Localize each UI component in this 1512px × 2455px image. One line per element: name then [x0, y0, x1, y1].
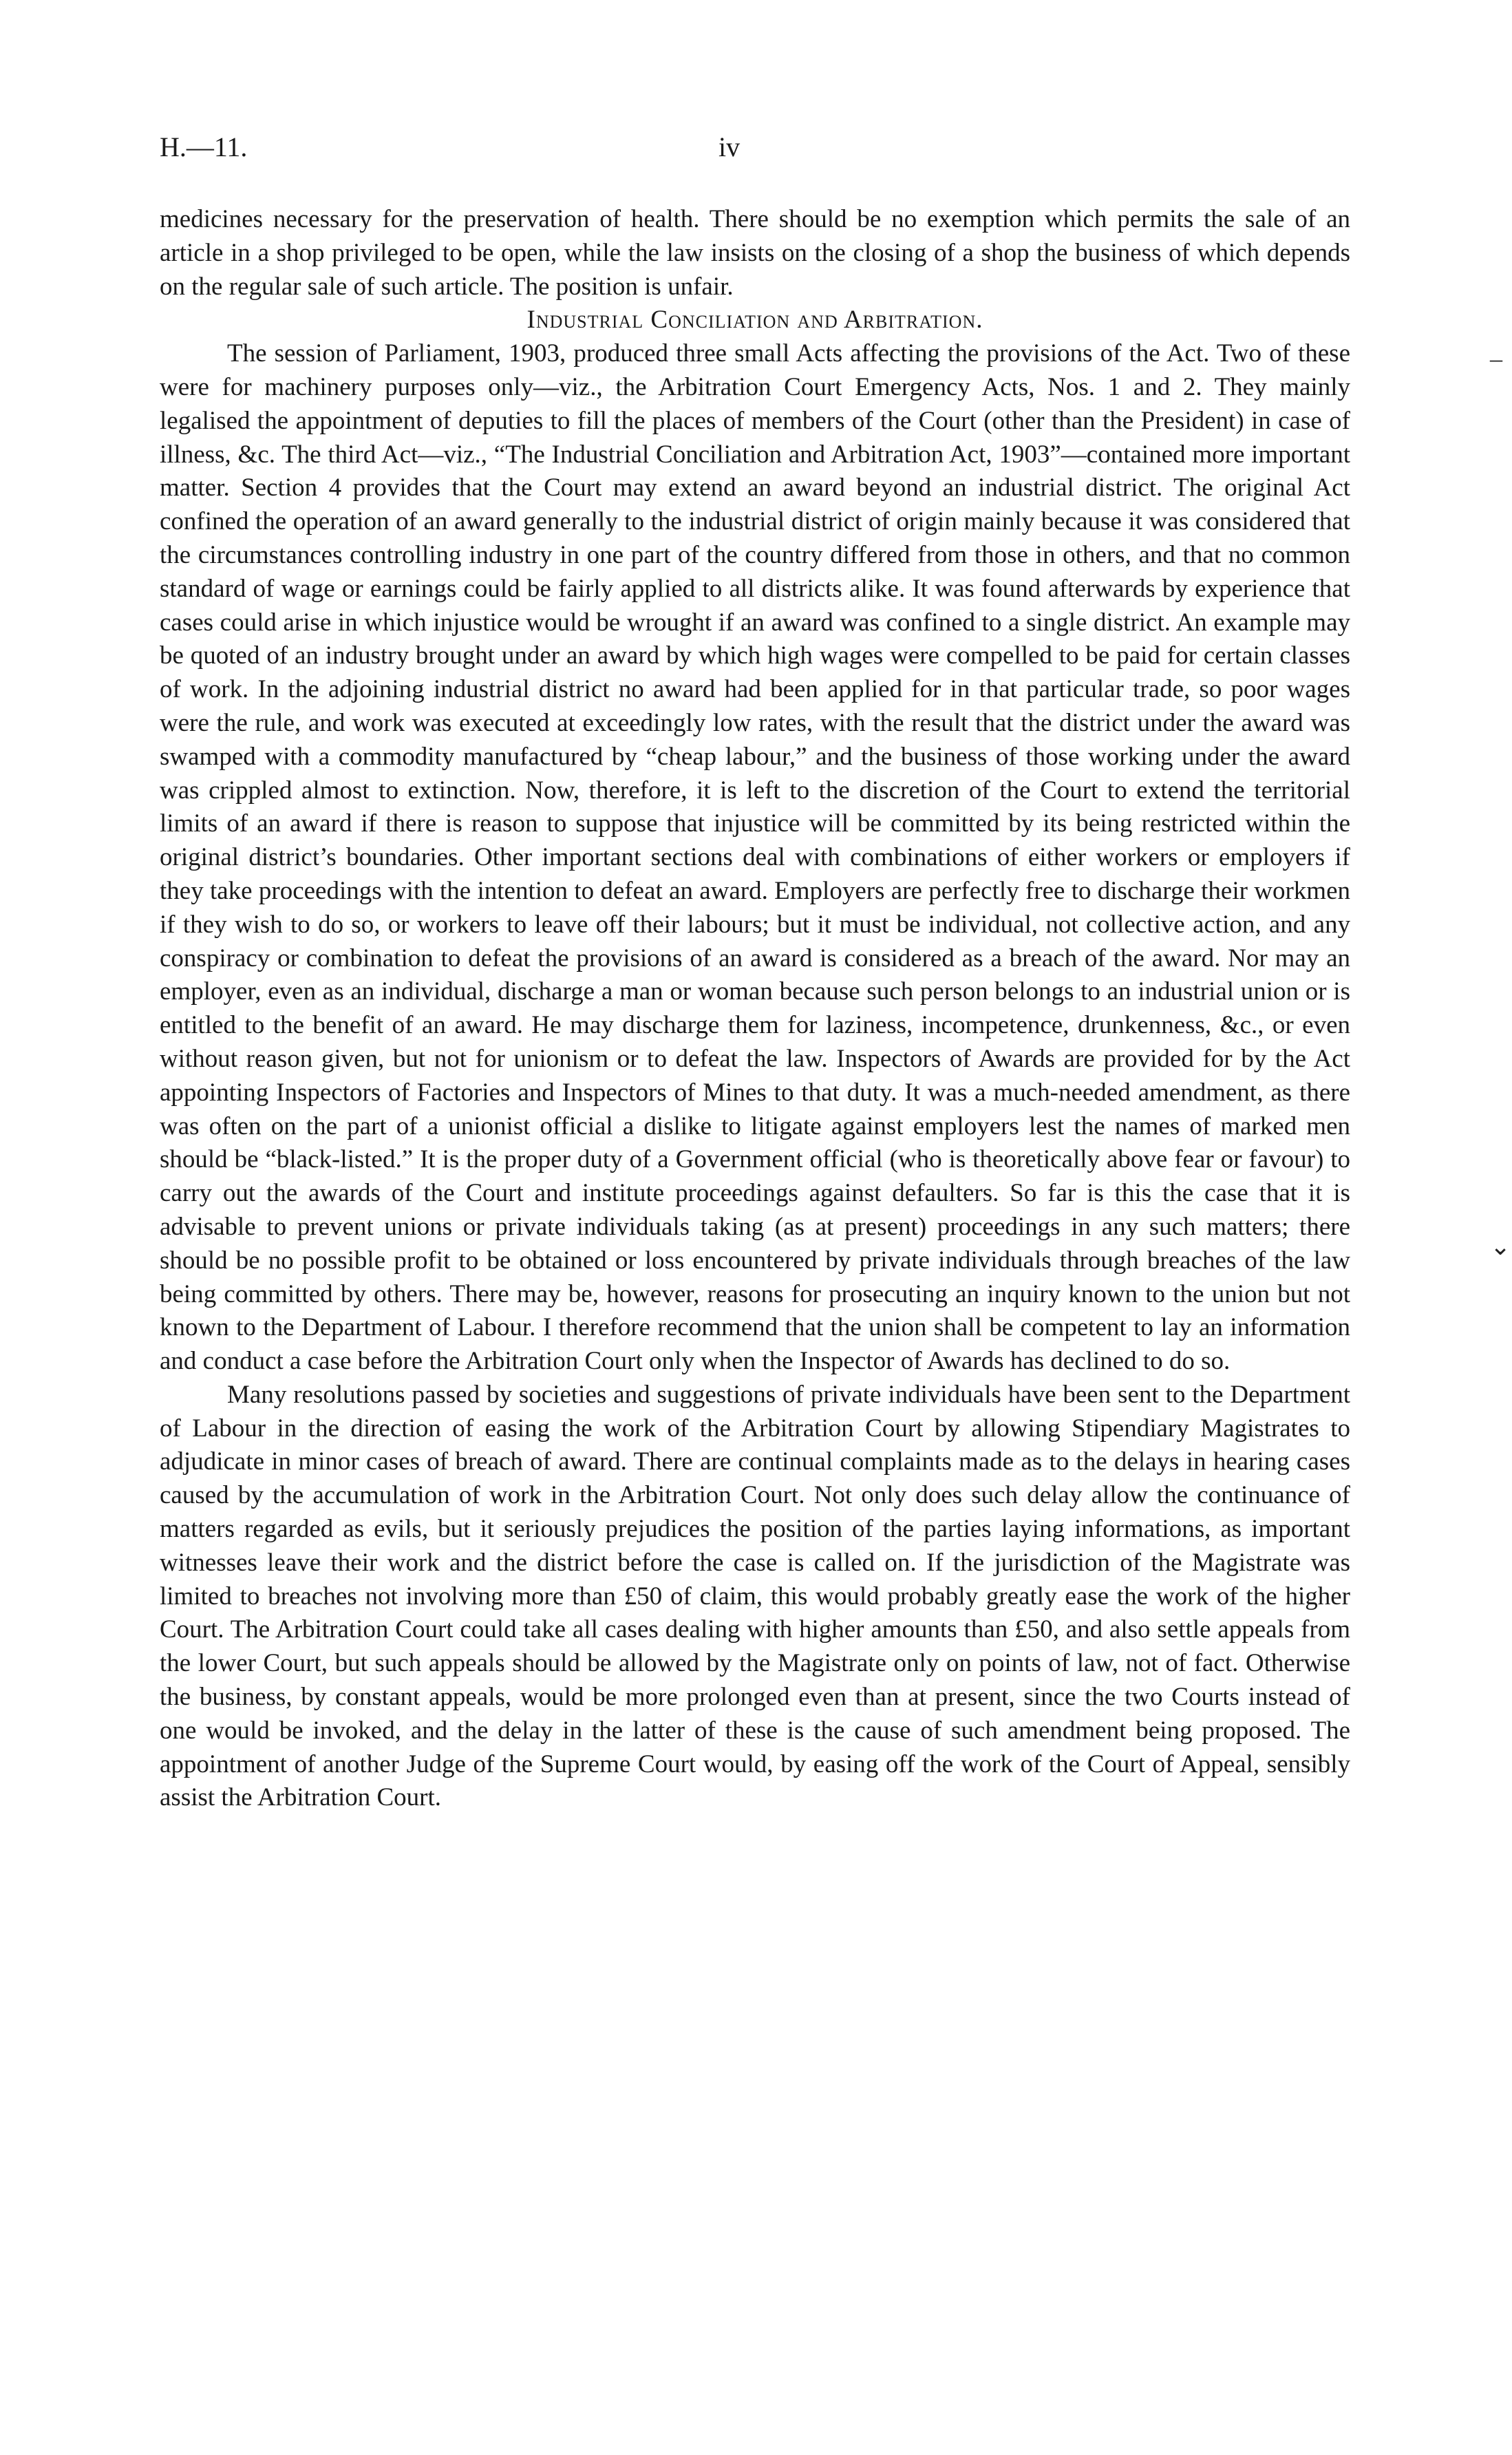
- paragraph-acts-1903: The session of Parliament, 1903, produced three small Acts affecting the provisions of the Act. Two of these were for machinery purposes only—viz., the Arbitration Court Emergency Acts, Nos. 1 and 2. They mainly legalised the appointment of deputies to fill the places of members of the Court (other than the President) in case of illness, &c. The third Act—viz., “The Industrial Conciliation and Arbitration Act, 1903”—contained more important matter. Section 4 provides that the Court may extend an award beyond an industrial district. The original Act confined the operation of an award generally to the industrial district of origin mainly because it was considered that the circumstances controlling industry in one part of the country differed from those in others, and that no common standard of wage or earnings could be fairly applied to all districts alike. It was found afterwards by experience that cases could arise in which injustice would be wrought if an award was confined to a single district. An example may be quoted of an industry brought under an award by which high wages were compelled to be paid for certain classes of work. In the adjoining industrial district no award had been applied for in that particular trade, so poor wages were the rule, and work was executed at exceedingly low rates, with the result that the district under the award was swamped with a commodity manufactured by “cheap labour,” and the business of those working under the award was crippled almost to extinction. Now, therefore, it is left to the discretion of the Court to extend the territorial limits of an award if there is reason to suppose that injustice will be committed by its being restricted within the original district’s boundaries. Other important sections deal with combinations of either workers or employers if they take proceedings with the intention to defeat an award. Employers are perfectly free to discharge their workmen if they wish to do so, or workers to leave off their labours; but it must be individual, not collective action, and any conspiracy or combination to defeat the provisions of an award is considered as a breach of the award. Nor may an employer, even as an individual, discharge a man or woman because such person belongs to an industrial union or is entitled to the benefit of an award. He may discharge them for laziness, incompetence, drunkenness, &c., or even without reason given, but not for unionism or to defeat the law. Inspectors of Awards are provided for by the Act appointing Inspectors of Factories and Inspectors of Mines to that duty. It was a much-needed amendment, as there was often on the part of a unionist official a dislike to litigate against employers lest the names of marked men should be “black-listed.” It is the proper duty of a Government official (who is theoretically above fear or favour) to carry out the awards of the Court and institute proceedings against defaulters. So far is this the case that it is advisable to prevent unions or private individuals taking (as at present) proceedings in any such matters; there should be no possible profit to be obtained or loss encountered by private individuals through breaches of the law being committed by others. There may be, however, reasons for prosecuting an inquiry known to the union but not known to the Department of Labour. I therefore recommend that the union shall be competent to lay an information and conduct a case before the Arbitration Court only when the Inspector of Awards has declined to do so.: [160, 339, 1350, 1376]
- paragraph-magistrates: Many resolutions passed by societies and suggestions of private individuals have been sent to the Department of Labour in the direction of easing the work of the Arbitration Court by allowing Stipendiary Magistrates to adjudicate in minor cases of breach of award. There are continual complaints made as to the delays in hearing cases caused by the accumulation of work in the Arbitration Court. Not only does such delay allow the continuance of matters regarded as evils, but it seriously prejudices the position of the parties laying informations, as important witnesses leave their work and the district before the case is called on. If the jurisdiction of the Magistrate was limited to breaches not involving more than £50 of claim, this would probably greatly ease the work of the higher Court. The Arbitration Court could take all cases dealing with higher amounts than £50, and also settle appeals from the lower Court, but such appeals should be allowed by the Magistrate only on points of law, not of fact. Otherwise the business, by constant appeals, would be more prolonged even than at present, since the two Courts instead of one would be invoked, and the delay in the latter of these is the cause of such amendment being proposed. The appointment of another Judge of the Supreme Court would, by easing off the work of the Court of Appeal, sensibly assist the Arbitration Court.: [160, 1380, 1350, 1812]
- page-number: iv: [718, 131, 741, 162]
- document-code: H.—11.: [160, 131, 248, 162]
- body-text: [160, 203, 1350, 1815]
- continuation-paragraph: medicines necessary for the preservation of health. There should be no exemption which permits the sale of an article in a shop privileged to be open, while the law insists on the closing of a shop the business of which depends on the regular sale of such article. The position is unfair.: [160, 205, 1350, 301]
- margin-mark: –: [1490, 345, 1502, 372]
- section-heading: Industrial Conciliation and Arbitration.: [526, 306, 983, 334]
- margin-mark: ⌄: [1490, 1233, 1511, 1260]
- page-header: [160, 131, 1350, 172]
